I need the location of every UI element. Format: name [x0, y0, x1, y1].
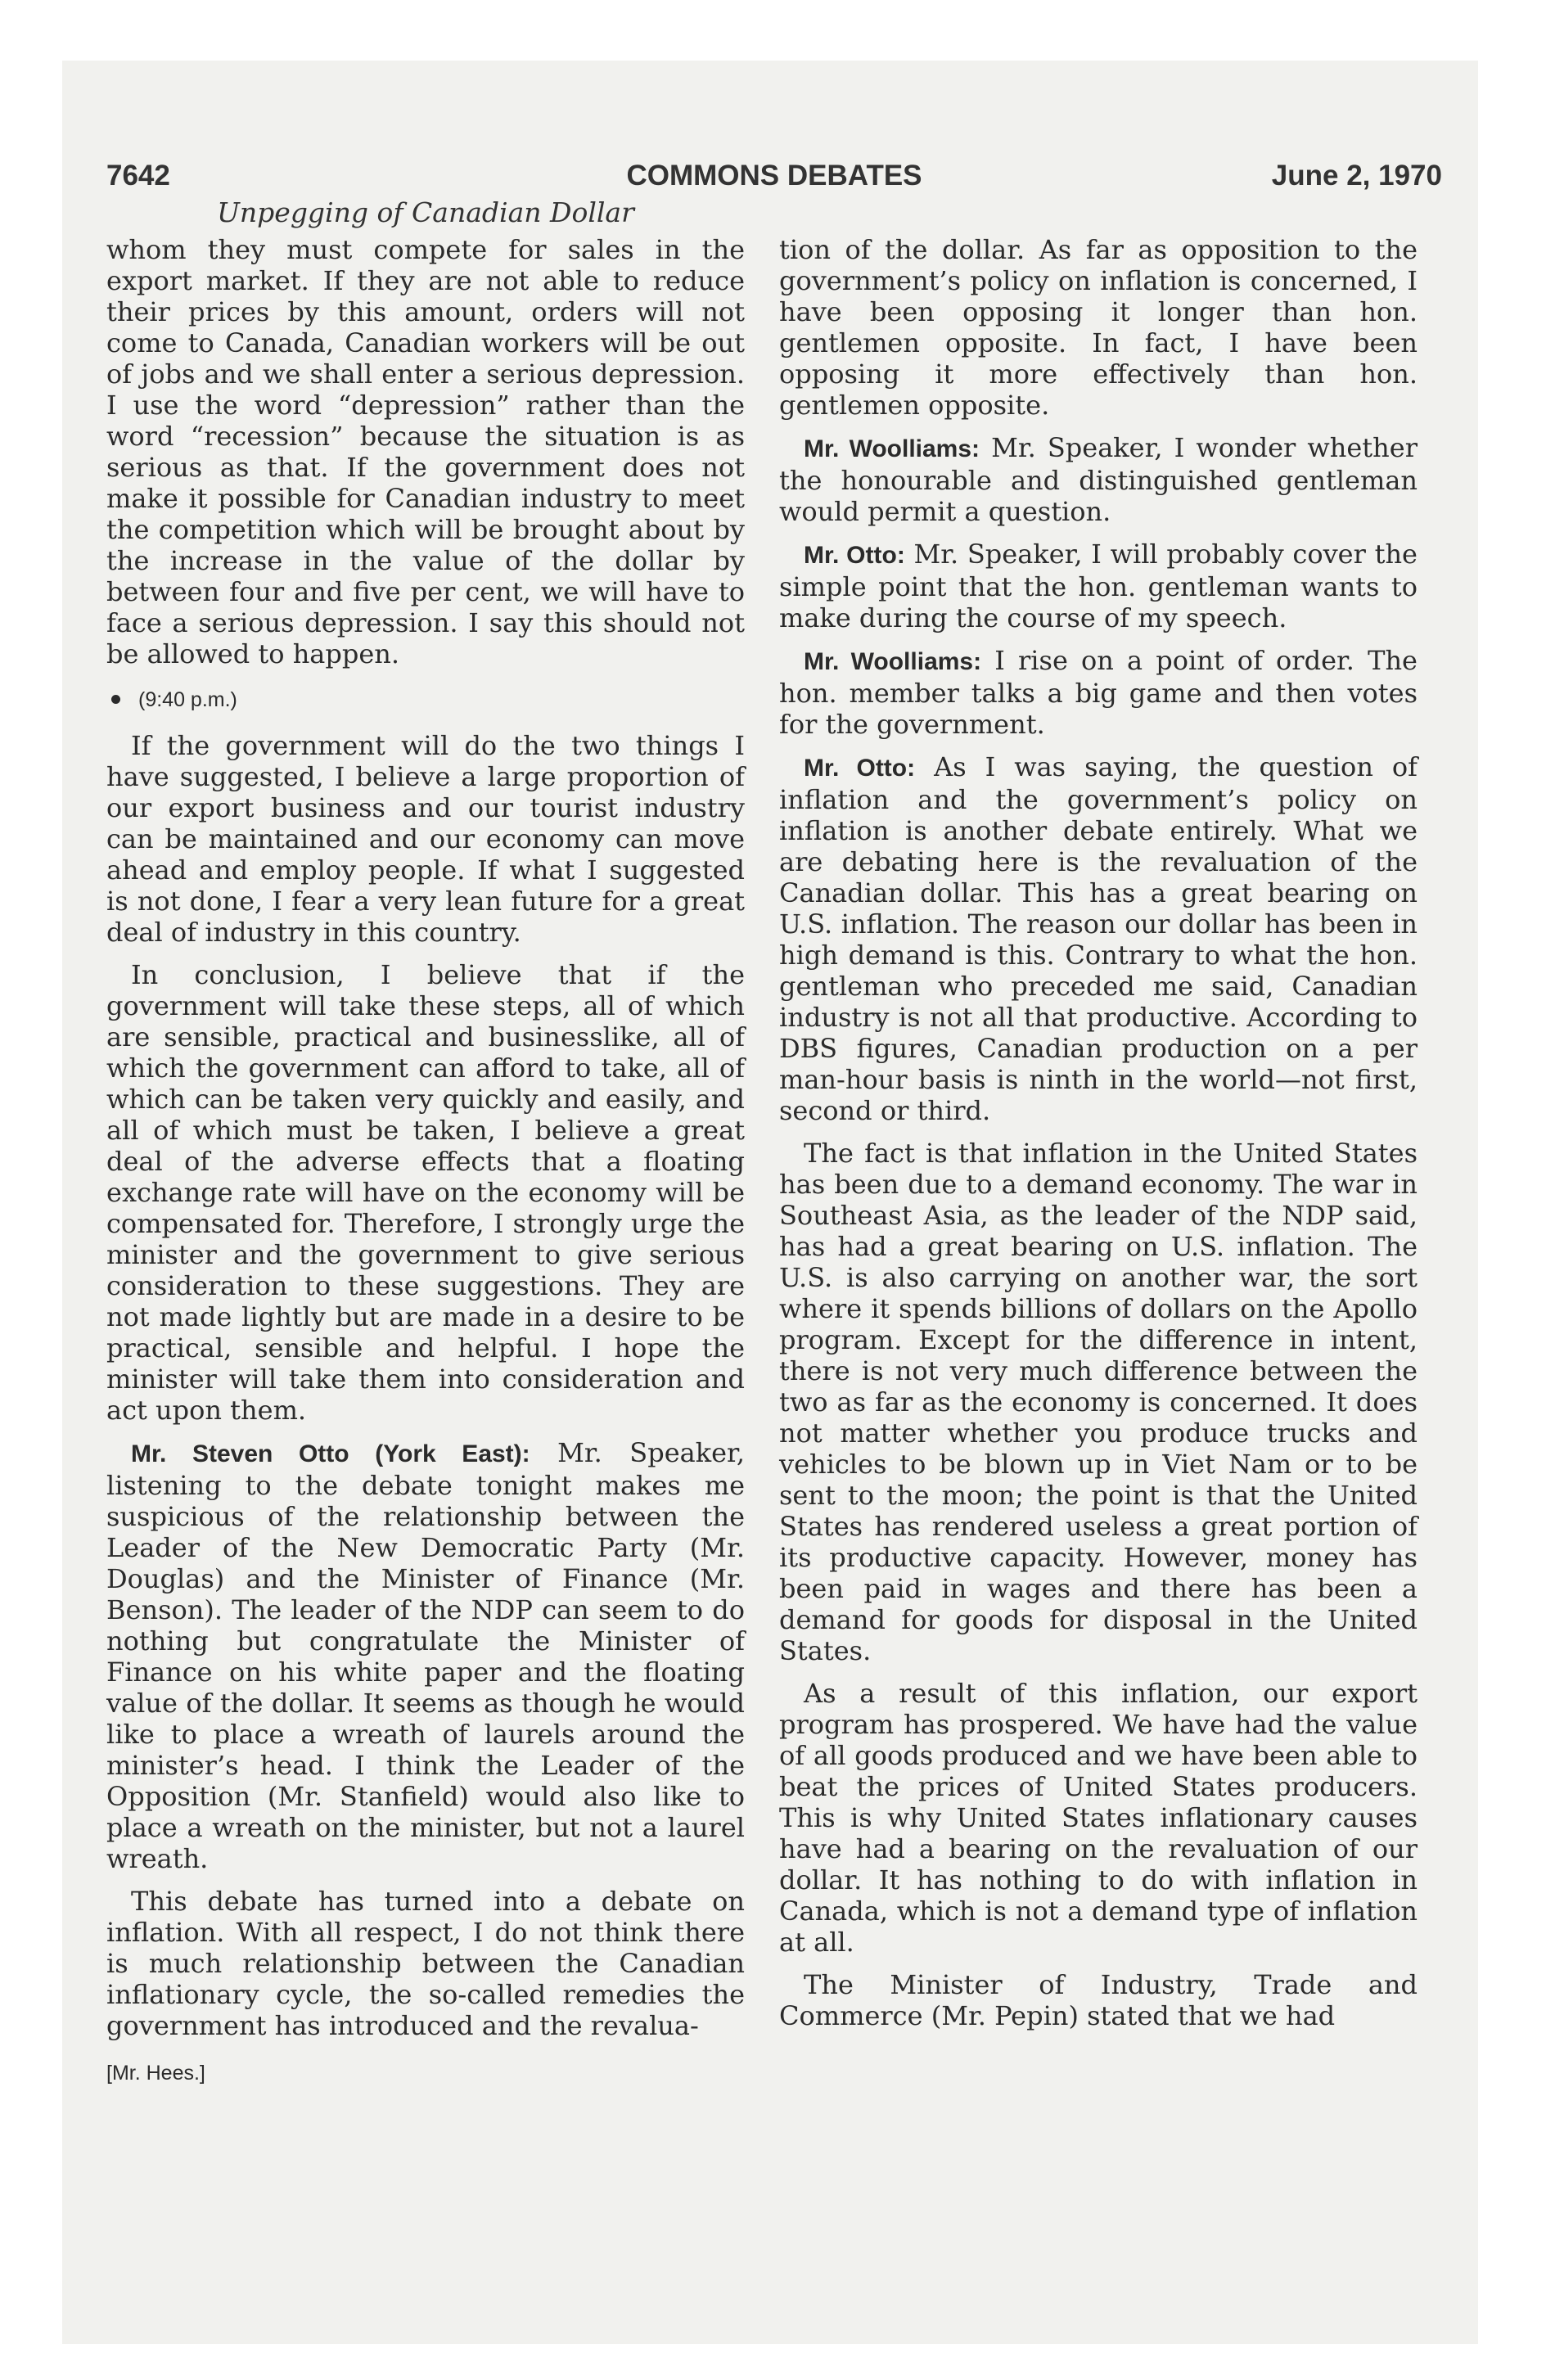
bullet-icon [111, 695, 120, 704]
paragraph: As a result of this inflation, our export program has prospered. We have had the value of all goods produced and we have been able to beat the prices of United States producers. This is why United States inflationary causes have had a bearing on the revaluation of our dollar. It has nothing to do with inflation in Canada, which is not a demand type of inflation at all. [779, 1678, 1418, 1958]
page-number: 7642 [106, 160, 170, 192]
paragraph: whom they must compete for sales in the export market. If they are not able to reduce their prices by this amount, orders will not come to Canada, Canadian workers will be out of jobs and we shall enter a serious depression. I use the word “depression” rather than the word “recession” because the situation is as serious as that. If the government does not make it possible for Canadian industry to meet the competition which will be brought about by the increase in the value of the dollar by between four and five per cent, we will have to face a serious depression. I say this should not be allowed to happen. [106, 234, 745, 669]
paragraph: This debate has turned into a debate on inflation. With all respect, I do not think there is much relationship between the Canadian inflationary cycle, the so-called remedies the government has introduced and the revalua- [106, 1886, 745, 2041]
speech-text: I rise on a point of order. The hon. member talks a big game and then votes for the government. [779, 645, 1418, 740]
speaker-attribution: [Mr. Hees.] [106, 2062, 205, 2085]
speaker-name: Mr. Woolliams: [804, 435, 980, 462]
left-column [106, 234, 745, 2100]
speech-text: As I was saying, the question of inflation and the government’s policy on inflation is another debate entirely. What we are debating here is the revaluation of the Canadian dollar. This has a great bearing on U.S. inflation. The reason our dollar has been in high demand is this. Contrary to what the hon. gentleman who preceded me said, Canadian industry is not all that productive. According to DBS figures, Canadian production on a per man-hour basis is ninth in the world—not first, second or third. [779, 751, 1418, 1126]
speaker-name: Mr. Steven Otto (York East): [131, 1440, 530, 1467]
speech-paragraph [779, 432, 1418, 527]
speech-paragraph [779, 751, 1418, 1126]
paragraph: The Minister of Industry, Trade and Commerce (Mr. Pepin) stated that we had [779, 1969, 1418, 2031]
paragraph: In conclusion, I believe that if the government will take these steps, all of which are sensible, practical and businesslike, all of which the government can afford to take, all of which can be taken very quickly and easily, and all of which must be taken, I believe a great deal of the adverse effects that a floating exchange rate will have on the economy will be compensated for. Therefore, I strongly urge the minister and the government to give serious consideration to these suggestions. They are not made lightly but are made in a desire to be practical, sensible and helpful. I hope the minister will take them into consideration and act upon them. [106, 959, 745, 1426]
issue-date: June 2, 1970 [1271, 160, 1442, 192]
page-header [106, 160, 1442, 201]
speech-paragraph [779, 539, 1418, 633]
speech-text: Mr. Speaker, listening to the debate tonight makes me suspicious of the relationship between the Leader of the New Democratic Party (Mr. Douglas) and the Minister of Finance (Mr. Benson). The leader of the NDP can seem to do nothing but congratulate the Minister of Finance on his white paper and the floating value of the dollar. It seems as though he would like to place a wreath of laurels around the minister’s head. I think the Leader of the Opposition (Mr. Stanfield) would also like to place a wreath on the minister, but not a laurel wreath. [106, 1437, 746, 1874]
speech-text: Mr. Speaker, I wonder whether the honourable and distinguished gentleman would permit a question. [779, 432, 1418, 527]
paragraph: The fact is that inflation in the United States has been due to a demand economy. The war in Southeast Asia, as the leader of the NDP said, has had a great bearing on U.S. inflation. The U.S. is also carrying on another war, the sort where it spends billions of dollars on the Apollo program. Except for the difference in intent, there is not very much difference between the two as far as the economy is concerned. It does not matter whether you produce trucks and vehicles to be blown up in Viet Nam or to be sent to the moon; the point is that the United States has rendered useless a great portion of its productive capacity. However, money has been paid in wages and there has been a demand for goods for disposal in the United States. [779, 1138, 1418, 1666]
time-marker [106, 684, 745, 715]
speech-paragraph [779, 645, 1418, 740]
paragraph: If the government will do the two things I have suggested, I believe a large proportion of our export business and our tourist industry can be maintained and our economy can move ahead and employ people. If what I suggested is not done, I fear a very lean future for a great deal of industry in this country. [106, 730, 745, 948]
speaker-name: Mr. Woolliams: [804, 648, 982, 675]
paragraph: tion of the dollar. As far as opposition to the government’s policy on inflation is concerned, I have been opposing it longer than hon. gentlemen opposite. In fact, I have been opposing it more effectively than hon. gentlemen opposite. [779, 234, 1418, 421]
section-title: Unpegging of Canadian Dollar [217, 196, 634, 228]
right-column [779, 234, 1418, 2043]
time-marker-text: (9:40 p.m.) [138, 688, 237, 711]
speaker-name: Mr. Otto: [804, 755, 916, 782]
journal-title: COMMONS DEBATES [626, 160, 922, 192]
speech-text: Mr. Speaker, I will probably cover the simple point that the hon. gentleman wants to make during the course of my speech. [779, 539, 1418, 633]
speaker-name: Mr. Otto: [804, 542, 905, 569]
speech-paragraph [106, 1437, 745, 1874]
